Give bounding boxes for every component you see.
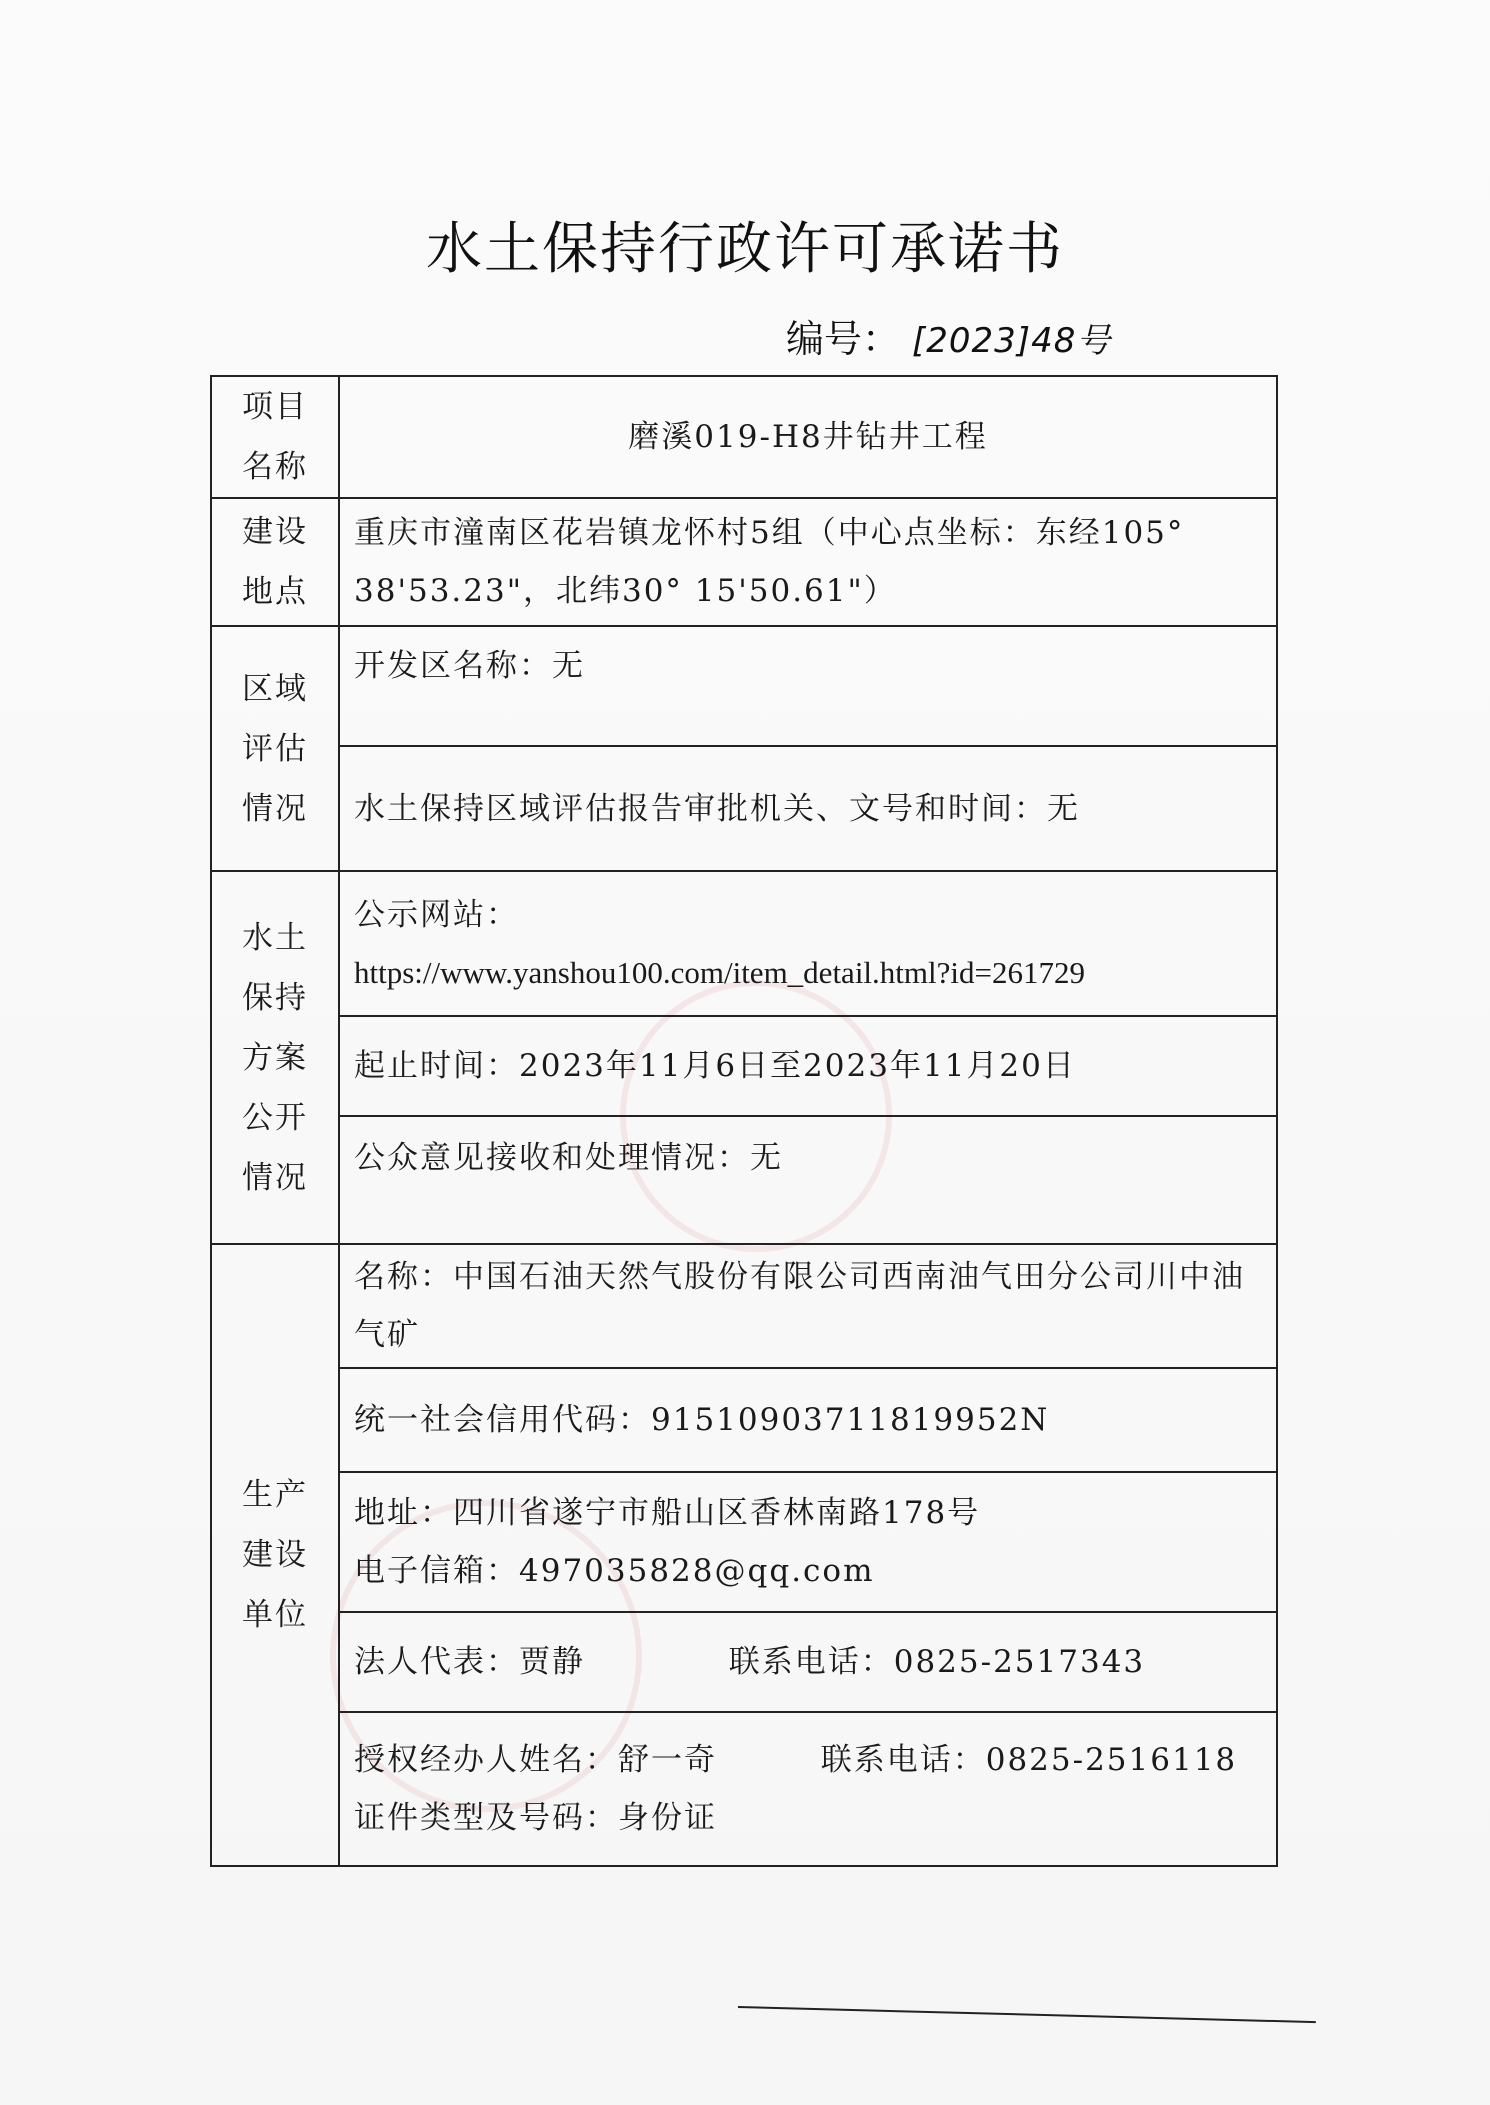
unit-name-value: 名称：中国石油天然气股份有限公司西南油气田分公司川中油气矿 [339, 1244, 1277, 1368]
legal-rep-value: 法人代表：贾静 [354, 1644, 585, 1680]
region-label-cell [211, 626, 339, 871]
unit-label-cell [211, 1244, 339, 1866]
document-number [786, 308, 1111, 363]
row-website [211, 871, 1277, 1016]
number-label: 编号： [786, 317, 901, 361]
credit-code-value: 统一社会信用代码：91510903711819952N [339, 1368, 1277, 1472]
id-type-value: 证件类型及号码：身份证 [354, 1800, 717, 1836]
commitment-table [210, 375, 1278, 1867]
row-agent [211, 1712, 1277, 1866]
website-label: 公示网站： [354, 896, 519, 933]
agent-phone-value: 联系电话：0825-2516118 [820, 1742, 1238, 1778]
region-approval-value: 水土保持区域评估报告审批机关、文号和时间：无 [339, 746, 1277, 871]
project-label-cell [211, 376, 339, 498]
address-cell [339, 1472, 1277, 1612]
project-label: 项目名称 [242, 389, 308, 485]
row-period [211, 1016, 1277, 1116]
row-public-opinion [211, 1116, 1277, 1244]
region-label: 区域评估情况 [242, 670, 308, 827]
number-value: [2023]48号 [912, 321, 1112, 361]
legal-phone-value: 联系电话：0825-2517343 [728, 1644, 1146, 1680]
website-cell [339, 871, 1277, 1016]
row-location [211, 498, 1277, 626]
plan-label: 水土保持方案公开情况 [242, 919, 308, 1196]
dev-zone-value: 开发区名称：无 [339, 626, 1277, 746]
period-value: 起止时间：2023年11月6日至2023年11月20日 [339, 1016, 1277, 1116]
location-label-cell [211, 498, 339, 626]
public-opinion-value: 公众意见接收和处理情况：无 [339, 1116, 1277, 1244]
cut-line [738, 2006, 1316, 2023]
row-dev-zone [211, 626, 1277, 746]
row-credit-code [211, 1368, 1277, 1472]
document-title: 水土保持行政许可承诺书 [426, 217, 1064, 282]
unit-label: 生产建设单位 [242, 1477, 308, 1633]
row-region-approval [211, 746, 1277, 871]
address-value: 地址：四川省遂宁市船山区香林南路178号 [354, 1495, 981, 1531]
legal-rep-cell [339, 1612, 1277, 1712]
agent-name-value: 授权经办人姓名：舒一奇 [354, 1742, 717, 1778]
row-project [211, 376, 1277, 498]
plan-label-cell [211, 871, 339, 1244]
location-label: 建设地点 [242, 514, 308, 610]
agent-cell [339, 1712, 1277, 1866]
row-address [211, 1472, 1277, 1612]
row-unit-name [211, 1244, 1277, 1368]
website-url: https://www.yanshou100.com/item_detail.html?id=261729 [354, 954, 1085, 990]
email-value: 电子信箱：497035828@qq.com [354, 1553, 875, 1589]
row-legal-rep [211, 1612, 1277, 1712]
location-value: 重庆市潼南区花岩镇龙怀村5组（中心点坐标：东经105° 38'53.23"，北纬30° 15'50.61"） [339, 498, 1277, 626]
project-value: 磨溪019-H8井钻井工程 [339, 376, 1277, 498]
